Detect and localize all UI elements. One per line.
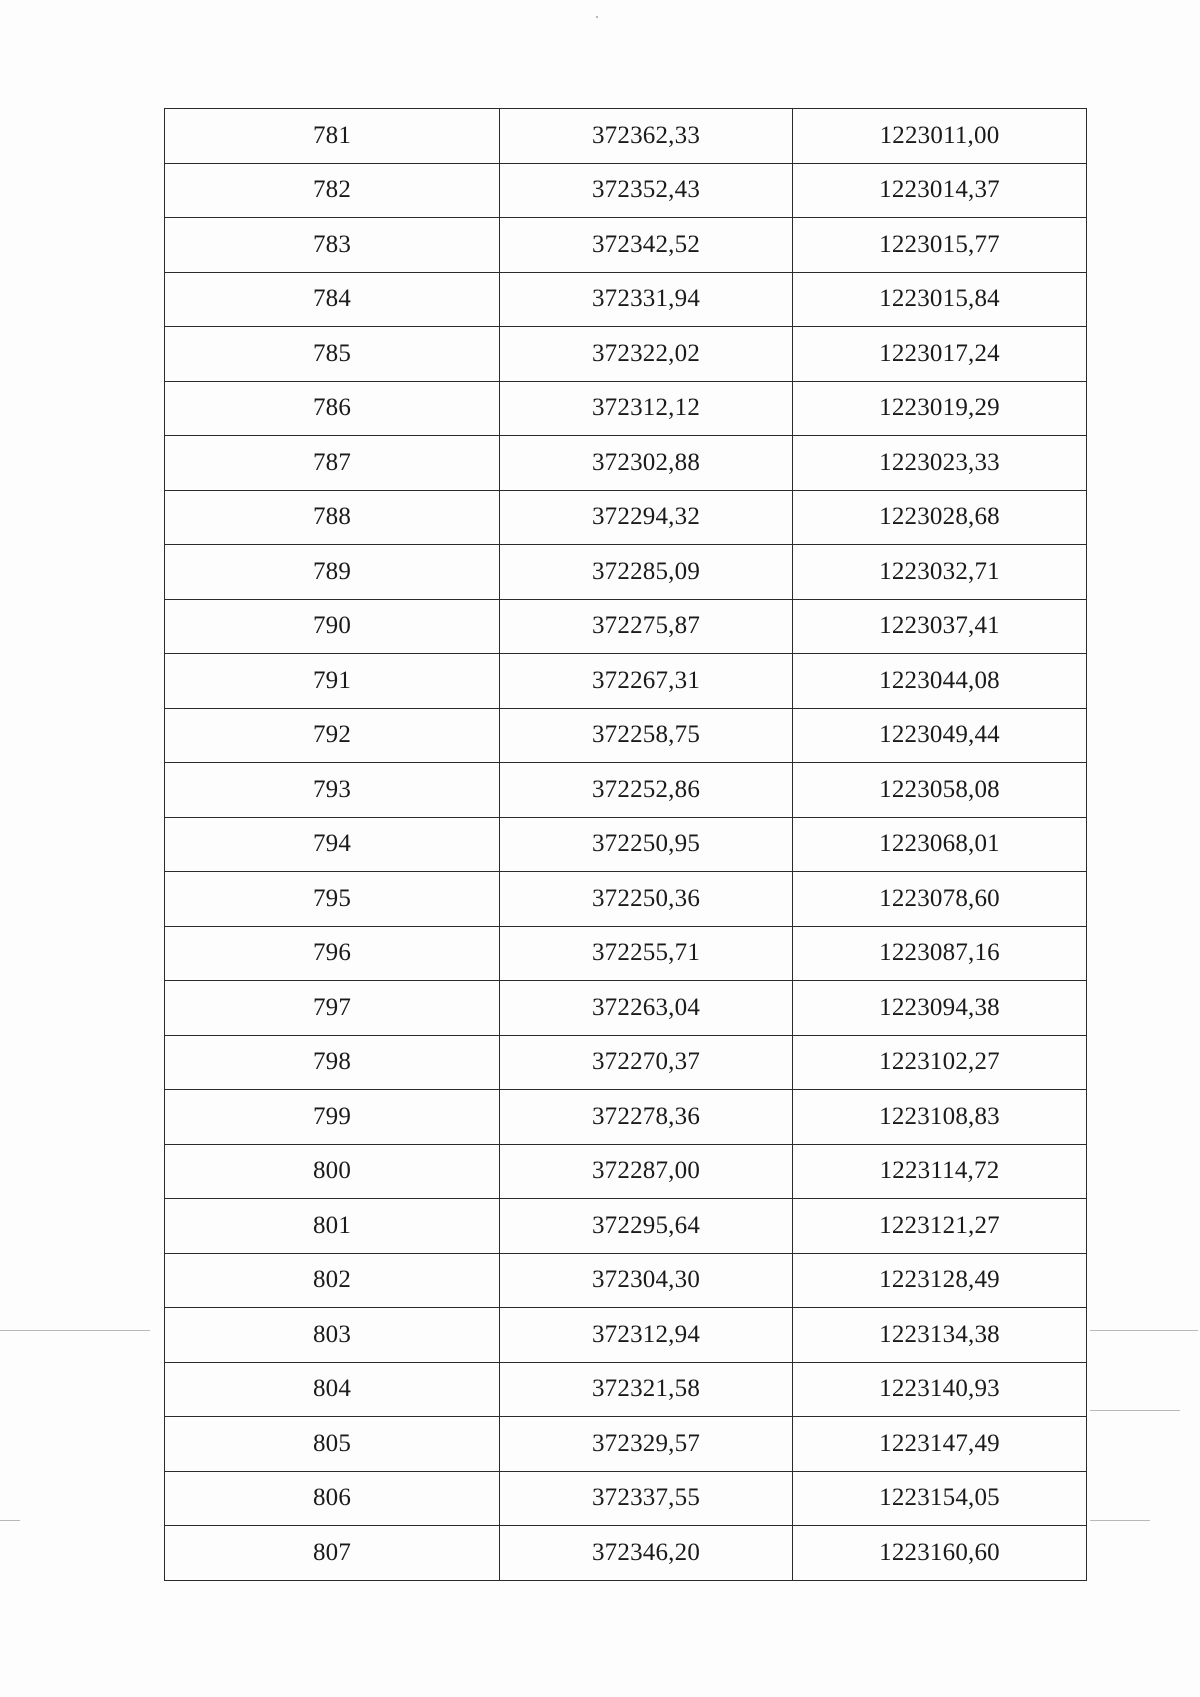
table-row bbox=[165, 981, 1087, 1036]
point-number-cell: 804 bbox=[165, 1362, 500, 1417]
y-coordinate-cell: 1223032,71 bbox=[793, 545, 1087, 600]
scan-speck bbox=[596, 16, 598, 18]
point-number-cell: 790 bbox=[165, 599, 500, 654]
x-coordinate-cell: 372278,36 bbox=[500, 1090, 793, 1145]
scan-speck bbox=[1090, 1410, 1180, 1411]
point-number-cell: 782 bbox=[165, 163, 500, 218]
y-coordinate-cell: 1223078,60 bbox=[793, 872, 1087, 927]
x-coordinate-cell: 372302,88 bbox=[500, 436, 793, 491]
table-row bbox=[165, 109, 1087, 164]
y-coordinate-cell: 1223102,27 bbox=[793, 1035, 1087, 1090]
x-coordinate-cell: 372250,95 bbox=[500, 817, 793, 872]
y-coordinate-cell: 1223015,77 bbox=[793, 218, 1087, 273]
table-row bbox=[165, 654, 1087, 709]
y-coordinate-cell: 1223121,27 bbox=[793, 1199, 1087, 1254]
y-coordinate-cell: 1223019,29 bbox=[793, 381, 1087, 436]
y-coordinate-cell: 1223128,49 bbox=[793, 1253, 1087, 1308]
table-row bbox=[165, 218, 1087, 273]
x-coordinate-cell: 372304,30 bbox=[500, 1253, 793, 1308]
table-row bbox=[165, 1417, 1087, 1472]
x-coordinate-cell: 372322,02 bbox=[500, 327, 793, 382]
point-number-cell: 805 bbox=[165, 1417, 500, 1472]
x-coordinate-cell: 372312,12 bbox=[500, 381, 793, 436]
x-coordinate-cell: 372342,52 bbox=[500, 218, 793, 273]
y-coordinate-cell: 1223044,08 bbox=[793, 654, 1087, 709]
scan-speck bbox=[1090, 1330, 1198, 1331]
x-coordinate-cell: 372295,64 bbox=[500, 1199, 793, 1254]
coordinates-table bbox=[164, 108, 1087, 1581]
table-row bbox=[165, 1144, 1087, 1199]
y-coordinate-cell: 1223015,84 bbox=[793, 272, 1087, 327]
table-row bbox=[165, 1199, 1087, 1254]
table-row bbox=[165, 1253, 1087, 1308]
y-coordinate-cell: 1223114,72 bbox=[793, 1144, 1087, 1199]
x-coordinate-cell: 372275,87 bbox=[500, 599, 793, 654]
x-coordinate-cell: 372270,37 bbox=[500, 1035, 793, 1090]
point-number-cell: 781 bbox=[165, 109, 500, 164]
point-number-cell: 806 bbox=[165, 1471, 500, 1526]
point-number-cell: 800 bbox=[165, 1144, 500, 1199]
y-coordinate-cell: 1223014,37 bbox=[793, 163, 1087, 218]
point-number-cell: 789 bbox=[165, 545, 500, 600]
table-row bbox=[165, 1471, 1087, 1526]
x-coordinate-cell: 372346,20 bbox=[500, 1526, 793, 1581]
x-coordinate-cell: 372267,31 bbox=[500, 654, 793, 709]
x-coordinate-cell: 372312,94 bbox=[500, 1308, 793, 1363]
y-coordinate-cell: 1223049,44 bbox=[793, 708, 1087, 763]
table-row bbox=[165, 436, 1087, 491]
table-row bbox=[165, 490, 1087, 545]
x-coordinate-cell: 372258,75 bbox=[500, 708, 793, 763]
table-row bbox=[165, 1035, 1087, 1090]
y-coordinate-cell: 1223087,16 bbox=[793, 926, 1087, 981]
table-row bbox=[165, 817, 1087, 872]
x-coordinate-cell: 372255,71 bbox=[500, 926, 793, 981]
coordinates-table-body bbox=[165, 109, 1087, 1581]
point-number-cell: 807 bbox=[165, 1526, 500, 1581]
point-number-cell: 787 bbox=[165, 436, 500, 491]
y-coordinate-cell: 1223134,38 bbox=[793, 1308, 1087, 1363]
point-number-cell: 802 bbox=[165, 1253, 500, 1308]
x-coordinate-cell: 372263,04 bbox=[500, 981, 793, 1036]
x-coordinate-cell: 372294,32 bbox=[500, 490, 793, 545]
x-coordinate-cell: 372321,58 bbox=[500, 1362, 793, 1417]
scan-speck bbox=[1090, 1520, 1150, 1521]
y-coordinate-cell: 1223154,05 bbox=[793, 1471, 1087, 1526]
x-coordinate-cell: 372331,94 bbox=[500, 272, 793, 327]
table-row bbox=[165, 327, 1087, 382]
y-coordinate-cell: 1223147,49 bbox=[793, 1417, 1087, 1472]
table-row bbox=[165, 381, 1087, 436]
y-coordinate-cell: 1223140,93 bbox=[793, 1362, 1087, 1417]
table-row bbox=[165, 763, 1087, 818]
x-coordinate-cell: 372250,36 bbox=[500, 872, 793, 927]
point-number-cell: 798 bbox=[165, 1035, 500, 1090]
x-coordinate-cell: 372329,57 bbox=[500, 1417, 793, 1472]
table-row bbox=[165, 926, 1087, 981]
x-coordinate-cell: 372285,09 bbox=[500, 545, 793, 600]
y-coordinate-cell: 1223011,00 bbox=[793, 109, 1087, 164]
point-number-cell: 799 bbox=[165, 1090, 500, 1145]
point-number-cell: 801 bbox=[165, 1199, 500, 1254]
table-row bbox=[165, 708, 1087, 763]
y-coordinate-cell: 1223028,68 bbox=[793, 490, 1087, 545]
point-number-cell: 786 bbox=[165, 381, 500, 436]
table-row bbox=[165, 545, 1087, 600]
point-number-cell: 783 bbox=[165, 218, 500, 273]
y-coordinate-cell: 1223017,24 bbox=[793, 327, 1087, 382]
point-number-cell: 784 bbox=[165, 272, 500, 327]
y-coordinate-cell: 1223160,60 bbox=[793, 1526, 1087, 1581]
point-number-cell: 785 bbox=[165, 327, 500, 382]
y-coordinate-cell: 1223068,01 bbox=[793, 817, 1087, 872]
y-coordinate-cell: 1223023,33 bbox=[793, 436, 1087, 491]
table-row bbox=[165, 599, 1087, 654]
y-coordinate-cell: 1223058,08 bbox=[793, 763, 1087, 818]
x-coordinate-cell: 372352,43 bbox=[500, 163, 793, 218]
table-row bbox=[165, 272, 1087, 327]
y-coordinate-cell: 1223094,38 bbox=[793, 981, 1087, 1036]
table-row bbox=[165, 1362, 1087, 1417]
point-number-cell: 803 bbox=[165, 1308, 500, 1363]
point-number-cell: 791 bbox=[165, 654, 500, 709]
y-coordinate-cell: 1223037,41 bbox=[793, 599, 1087, 654]
point-number-cell: 788 bbox=[165, 490, 500, 545]
x-coordinate-cell: 372287,00 bbox=[500, 1144, 793, 1199]
point-number-cell: 793 bbox=[165, 763, 500, 818]
point-number-cell: 792 bbox=[165, 708, 500, 763]
y-coordinate-cell: 1223108,83 bbox=[793, 1090, 1087, 1145]
table-row bbox=[165, 1526, 1087, 1581]
table-row bbox=[165, 872, 1087, 927]
x-coordinate-cell: 372337,55 bbox=[500, 1471, 793, 1526]
point-number-cell: 794 bbox=[165, 817, 500, 872]
scan-speck bbox=[0, 1520, 20, 1521]
point-number-cell: 795 bbox=[165, 872, 500, 927]
scan-speck bbox=[0, 1330, 150, 1331]
point-number-cell: 796 bbox=[165, 926, 500, 981]
point-number-cell: 797 bbox=[165, 981, 500, 1036]
table-row bbox=[165, 1308, 1087, 1363]
x-coordinate-cell: 372252,86 bbox=[500, 763, 793, 818]
x-coordinate-cell: 372362,33 bbox=[500, 109, 793, 164]
table-row bbox=[165, 163, 1087, 218]
table-row bbox=[165, 1090, 1087, 1145]
